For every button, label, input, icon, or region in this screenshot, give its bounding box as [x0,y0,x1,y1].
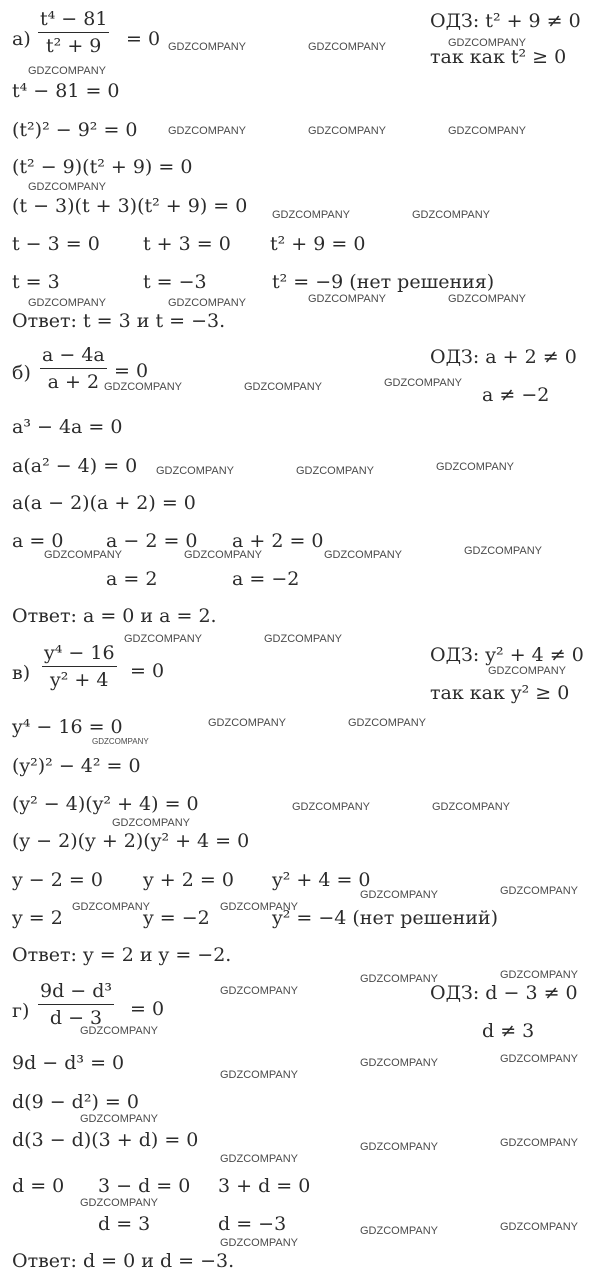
part-c-step3: (y² − 4)(y² + 4) = 0 [12,793,199,815]
part-c-label: в) [12,662,31,684]
watermark: GDZCOMPANY [448,125,527,137]
part-b-step2: a(a² − 4) = 0 [12,455,138,477]
watermark: GDZCOMPANY [360,889,439,901]
watermark: GDZCOMPANY [500,969,579,981]
part-b-fraction [40,344,107,393]
watermark: GDZCOMPANY [488,665,567,677]
part-a-step6-mid: t = −3 [143,271,207,293]
part-a-eq-tail: = 0 [126,28,161,50]
part-a-step5-right: t² + 9 = 0 [270,233,366,255]
watermark: GDZCOMPANY [448,293,527,305]
part-a-answer: Ответ: t = 3 и t = −3. [12,310,226,332]
watermark: GDZCOMPANY [360,1057,439,1069]
part-b-odz-line1: ОДЗ: a + 2 ≠ 0 [430,346,577,368]
watermark: GDZCOMPANY [168,297,247,309]
part-d-step4-right: 3 + d = 0 [218,1175,311,1197]
part-d-step4-mid: 3 − d = 0 [98,1175,191,1197]
watermark: GDZCOMPANY [184,549,263,561]
part-b-denominator: a + 2 [47,371,100,393]
part-a-denominator: t² + 9 [46,35,102,57]
watermark: GDZCOMPANY [244,381,323,393]
part-c-step6-mid: y = −2 [143,907,210,929]
part-a-step1: t⁴ − 81 = 0 [12,80,120,102]
part-d-step3: d(3 − d)(3 + d) = 0 [12,1129,199,1151]
watermark: GDZCOMPANY [156,465,235,477]
part-a-step6-left: t = 3 [12,271,60,293]
watermark: GDZCOMPANY [308,41,387,53]
watermark: GDZCOMPANY [324,549,403,561]
watermark: GDZCOMPANY [500,1221,579,1233]
watermark: GDZCOMPANY [28,181,107,193]
part-a-odz-line2: так как t² ≥ 0 [430,46,567,68]
watermark: GDZCOMPANY [412,209,491,221]
part-b-step5-right: a = −2 [232,568,300,590]
watermark: GDZCOMPANY [104,381,183,393]
part-c-step2: (y²)² − 4² = 0 [12,755,141,777]
watermark: GDZCOMPANY [500,1137,579,1149]
part-a-step2: (t²)² − 9² = 0 [12,119,138,141]
part-b-step4-right: a + 2 = 0 [232,530,324,552]
watermark: GDZCOMPANY [168,41,247,53]
watermark: GDZCOMPANY [500,885,579,897]
part-c-odz-line2: так как y² ≥ 0 [430,682,570,704]
part-b-label: б) [12,362,31,384]
watermark: GDZCOMPANY [80,1113,159,1125]
watermark: GDZCOMPANY [44,549,123,561]
fraction-bar [42,666,117,667]
watermark: GDZCOMPANY [124,633,203,645]
part-c-fraction [42,642,117,691]
watermark: GDZCOMPANY [80,1025,159,1037]
watermark: GDZCOMPANY [464,545,543,557]
part-a-step5-mid: t + 3 = 0 [143,233,231,255]
part-b-eq-tail: = 0 [114,360,149,382]
part-a-numerator: t⁴ − 81 [40,8,108,30]
part-d-label: г) [12,1000,30,1022]
part-c-denominator: y² + 4 [50,669,109,691]
part-c-answer: Ответ: y = 2 и y = −2. [12,944,232,966]
watermark: GDZCOMPANY [432,801,511,813]
part-a-label: а) [12,28,31,50]
part-a-odz-line1: ОДЗ: t² + 9 ≠ 0 [430,10,581,32]
watermark: GDZCOMPANY [292,801,371,813]
watermark: GDZCOMPANY [360,973,439,985]
part-a-fraction [38,8,109,57]
watermark: GDZCOMPANY [436,461,515,473]
watermark: GDZCOMPANY [28,297,107,309]
part-d-odz-line1: ОДЗ: d − 3 ≠ 0 [430,982,578,1004]
part-b-step3: a(a − 2)(a + 2) = 0 [12,492,196,514]
part-c-step4: (y − 2)(y + 2)(y² + 4 = 0 [12,830,250,852]
part-a-step4: (t − 3)(t + 3)(t² + 9) = 0 [12,195,248,217]
watermark: GDZCOMPANY [348,717,427,729]
part-a-step5-left: t − 3 = 0 [12,233,100,255]
part-d-step5-right: d = −3 [218,1213,287,1235]
part-c-numerator: y⁴ − 16 [44,642,115,664]
part-d-odz-line2: d ≠ 3 [482,1020,535,1042]
watermark: GDZCOMPANY [220,1237,299,1249]
part-d-step1: 9d − d³ = 0 [12,1052,125,1074]
part-b-step5-mid: a = 2 [106,568,158,590]
part-b-numerator: a − 4a [42,344,105,366]
fraction-bar [40,368,107,369]
watermark: GDZCOMPANY [220,1153,299,1165]
part-d-step2: d(9 − d²) = 0 [12,1091,139,1113]
part-d-answer: Ответ: d = 0 и d = −3. [12,1250,235,1272]
fraction-bar [38,32,109,33]
part-b-step1: a³ − 4a = 0 [12,416,123,438]
part-d-denominator: d − 3 [49,1007,103,1029]
watermark: GDZCOMPANY [384,377,463,389]
watermark: GDZCOMPANY [360,1225,439,1237]
part-c-step5-right: y² + 4 = 0 [272,869,371,891]
part-b-odz-line2: a ≠ −2 [482,384,550,406]
part-c-odz-line1: ОДЗ: y² + 4 ≠ 0 [430,644,584,666]
part-c-eq-tail: = 0 [130,660,165,682]
watermark: GDZCOMPANY [264,633,343,645]
part-c-step6-left: y = 2 [12,907,63,929]
watermark: GDZCOMPANY [220,901,299,913]
part-c-step5-mid: y + 2 = 0 [143,869,234,891]
watermark: GDZCOMPANY [72,901,151,913]
watermark: GDZCOMPANY [168,125,247,137]
part-a-step6-right: t² = −9 (нет решения) [272,271,495,293]
watermark: GDZCOMPANY [80,1197,159,1209]
watermark: GDZCOMPANY [448,37,527,49]
part-b-step4-mid: a − 2 = 0 [106,530,198,552]
watermark: GDZCOMPANY [308,293,387,305]
watermark: GDZCOMPANY [220,985,299,997]
part-c-step1: y⁴ − 16 = 0 [12,716,123,738]
part-b-step4-left: a = 0 [12,530,64,552]
watermark: GDZCOMPANY [28,65,107,77]
watermark: GDZCOMPANY [296,465,375,477]
watermark: GDZCOMPANY [208,717,287,729]
watermark: GDZCOMPANY [360,1141,439,1153]
part-d-step5-mid: d = 3 [98,1213,151,1235]
part-d-numerator: 9d − d³ [40,980,113,1002]
part-b-answer: Ответ: a = 0 и a = 2. [12,605,217,627]
part-c-step5-left: y − 2 = 0 [12,869,103,891]
watermark: GDZCOMPANY [308,125,387,137]
part-d-fraction [38,980,114,1029]
part-d-eq-tail: = 0 [130,998,165,1020]
watermark: GDZCOMPANY [220,1069,299,1081]
part-d-step4-left: d = 0 [12,1175,65,1197]
part-a-step3: (t² − 9)(t² + 9) = 0 [12,156,193,178]
watermark: GDZCOMPANY [112,817,191,829]
watermark: GDZCOMPANY [272,209,351,221]
part-c-step6-right: y² = −4 (нет решений) [272,907,498,929]
fraction-bar [38,1004,114,1005]
watermark: GDZCOMPANY [92,737,149,746]
watermark: GDZCOMPANY [500,1053,579,1065]
